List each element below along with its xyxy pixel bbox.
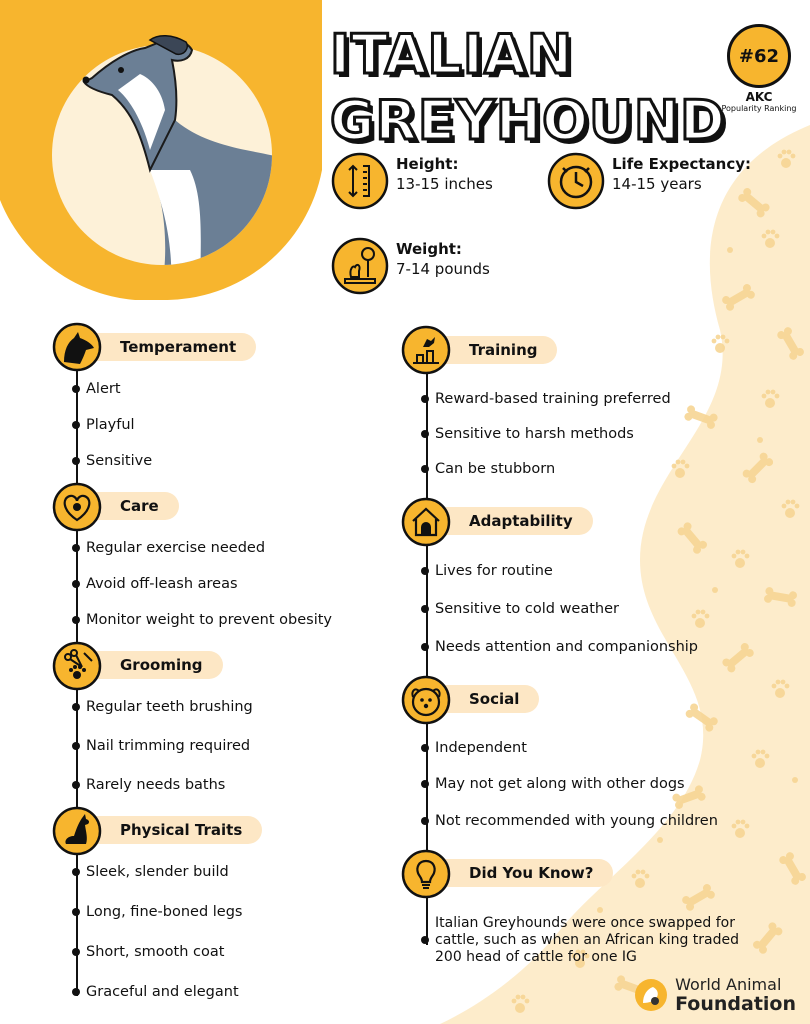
sitting-dog-icon (52, 806, 102, 856)
dog-face-icon (401, 675, 451, 725)
adaptability-title: Adaptability (411, 507, 593, 535)
height-value: 13-15 inches (396, 175, 493, 193)
temperament-title: Temperament (62, 333, 256, 361)
grooming-title: Grooming (62, 651, 223, 679)
list-item: Lives for routine (435, 563, 553, 579)
list-item: Not recommended with young children (435, 813, 718, 829)
list-item: Needs attention and companionship (435, 639, 698, 655)
lightbulb-icon (401, 849, 451, 899)
stat-weight (331, 237, 490, 295)
list-item: Reward-based training preferred (435, 391, 671, 407)
popularity-caption: Popularity Ranking (721, 104, 797, 113)
list-item: Monitor weight to prevent obesity (86, 612, 332, 628)
life-expectancy-value: 14-15 years (612, 175, 702, 193)
list-item: Avoid off-leash areas (86, 576, 238, 592)
list-item: Regular exercise needed (86, 540, 265, 556)
list-item: Regular teeth brushing (86, 699, 253, 715)
list-item: Alert (86, 381, 121, 397)
brand-line-1: World Animal (675, 975, 782, 994)
list-item: Can be stubborn (435, 461, 555, 477)
grooming-scissors-icon (52, 641, 102, 691)
paw-globe-icon (633, 977, 669, 1013)
stat-height (331, 152, 493, 210)
heart-hands-icon (52, 482, 102, 532)
weight-value: 7-14 pounds (396, 260, 490, 278)
list-item: Playful (86, 417, 135, 433)
title-line-1: ITALIAN (330, 23, 574, 86)
list-item: Nail trimming required (86, 738, 250, 754)
list-item: Long, fine-boned legs (86, 904, 243, 920)
doghouse-icon (401, 497, 451, 547)
list-item: Independent (435, 740, 527, 756)
brand-line-2: Foundation (675, 993, 796, 1015)
physical-traits-title: Physical Traits (62, 816, 262, 844)
list-item: Sensitive (86, 453, 152, 469)
list-item: Short, smooth coat (86, 944, 224, 960)
scale-icon (331, 237, 389, 295)
dog-portrait (0, 0, 330, 300)
brand-logo (633, 976, 796, 1014)
list-item: Graceful and elegant (86, 984, 239, 1000)
list-item: May not get along with other dogs (435, 776, 685, 792)
popularity-rank-badge: #62 (727, 24, 791, 88)
clock-icon (547, 152, 605, 210)
list-item: Sensitive to harsh methods (435, 426, 634, 442)
popularity-label (720, 90, 798, 114)
popularity-org: AKC (745, 90, 773, 104)
care-title: Care (62, 492, 179, 520)
list-item: Sensitive to cold weather (435, 601, 619, 617)
training-title: Training (411, 336, 557, 364)
dog-head-icon (52, 322, 102, 372)
social-title: Social (411, 685, 539, 713)
did-you-know-title: Did You Know? (411, 859, 613, 887)
agility-dog-icon (401, 325, 451, 375)
list-item: Rarely needs baths (86, 777, 225, 793)
ruler-arrows-icon (331, 152, 389, 210)
did-you-know-text: Italian Greyhounds were once swapped for cattle, such as when an African king traded 200 head of cattle for one IG (435, 915, 755, 966)
weight-label: Weight: (396, 240, 462, 258)
stat-life-expectancy (547, 152, 751, 210)
list-item: Sleek, slender build (86, 864, 229, 880)
height-label: Height: (396, 155, 459, 173)
life-expectancy-label: Life Expectancy: (612, 155, 751, 173)
title-line-2: GREYHOUND (330, 89, 726, 152)
